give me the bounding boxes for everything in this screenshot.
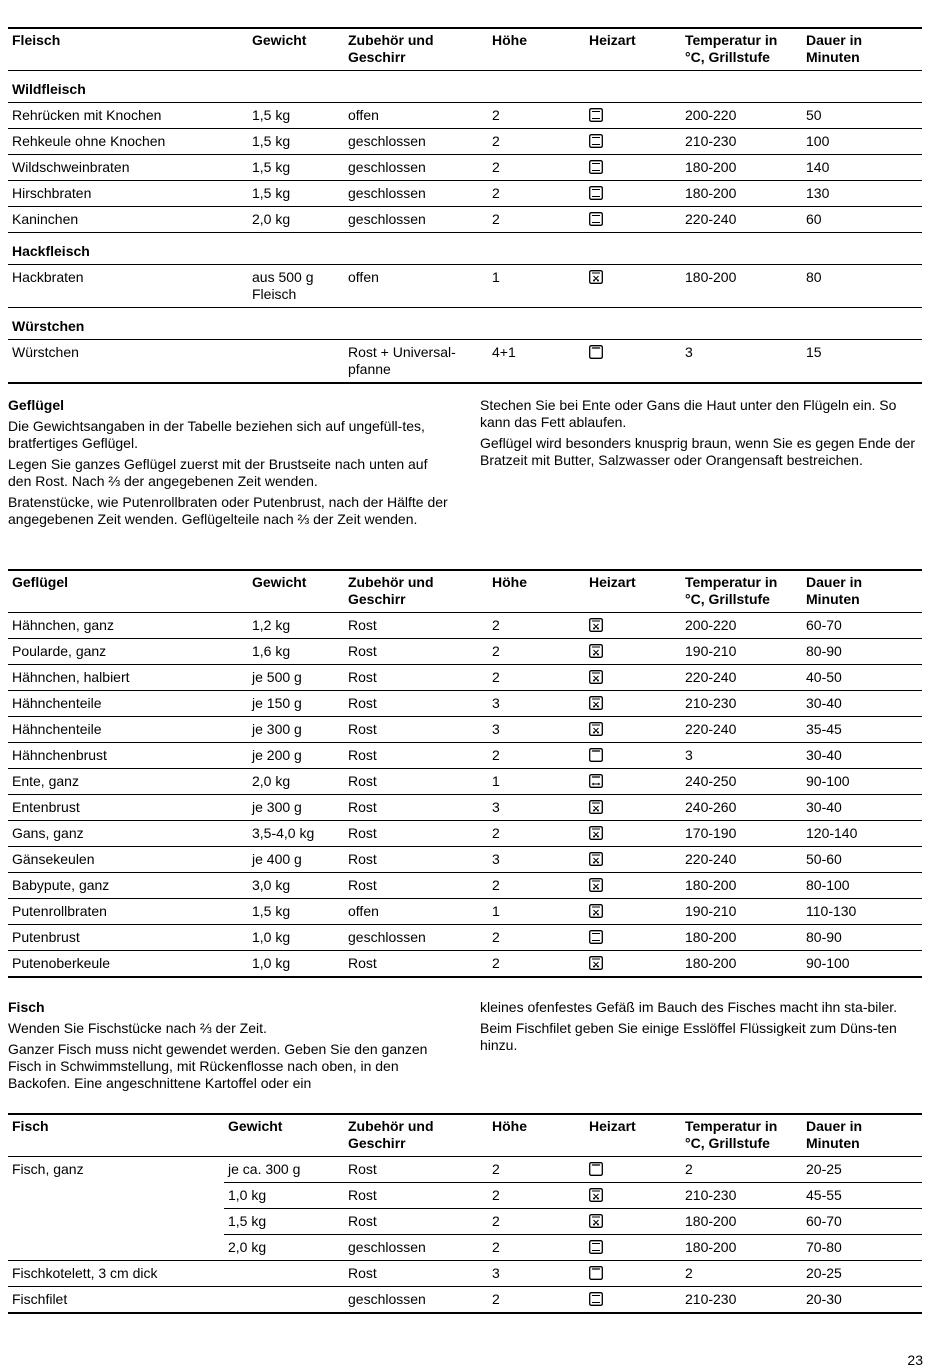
table-row xyxy=(8,155,922,181)
table-cell: Hackbraten xyxy=(8,265,248,308)
table-cell: 2 xyxy=(488,925,585,951)
thermo-icon xyxy=(589,826,603,840)
umluftgrill-icon xyxy=(585,769,681,795)
table-cell: offen xyxy=(344,899,488,925)
thermo-icon xyxy=(589,878,603,892)
table-row xyxy=(8,743,922,769)
ober-unter-icon xyxy=(585,103,681,129)
thermo-icon xyxy=(589,956,603,970)
table-cell: 4+1 xyxy=(488,340,585,384)
ober-unter-icon xyxy=(589,108,603,122)
section-title: Würstchen xyxy=(8,308,922,340)
ober-unter-icon xyxy=(585,1235,681,1261)
thermo-icon xyxy=(585,1209,681,1235)
table-cell: 50 xyxy=(802,103,922,129)
table-cell: Fischfilet xyxy=(8,1287,224,1314)
table-cell: 3 xyxy=(681,743,802,769)
table-cell: 20-25 xyxy=(802,1261,922,1287)
table-cell: 200-220 xyxy=(681,103,802,129)
table-cell: Putenoberkeule xyxy=(8,951,248,978)
table-cell: Rost xyxy=(344,1209,488,1235)
ober-unter-icon xyxy=(585,155,681,181)
ober-unter-icon xyxy=(585,181,681,207)
thermo-icon xyxy=(589,1188,603,1202)
thermo-icon xyxy=(585,691,681,717)
table-cell: 2 xyxy=(681,1157,802,1183)
table-cell: Hirschbraten xyxy=(8,181,248,207)
table-cell: Entenbrust xyxy=(8,795,248,821)
table-cell: 60-70 xyxy=(802,1209,922,1235)
table-cell: 1,5 kg xyxy=(248,129,344,155)
table-cell: 3 xyxy=(488,691,585,717)
table-cell: 210-230 xyxy=(681,1183,802,1209)
thermo-icon xyxy=(585,665,681,691)
thermo-icon xyxy=(585,1183,681,1209)
table-cell: Ente, ganz xyxy=(8,769,248,795)
table-cell: 110-130 xyxy=(802,899,922,925)
ober-unter-icon xyxy=(585,1287,681,1314)
table-cell: 35-45 xyxy=(802,717,922,743)
section-heading: Geflügel xyxy=(8,397,65,413)
grill-icon xyxy=(589,1162,603,1176)
table-row xyxy=(8,665,922,691)
table-cell: 1,5 kg xyxy=(248,181,344,207)
fisch-text-right xyxy=(480,999,925,1058)
table-cell: 180-200 xyxy=(681,265,802,308)
table-cell: 15 xyxy=(802,340,922,384)
table-cell: 190-210 xyxy=(681,639,802,665)
grill-icon xyxy=(589,748,603,762)
table-cell: 2 xyxy=(488,613,585,639)
col-header: Heizart xyxy=(585,570,681,613)
table-cell: Rost xyxy=(344,847,488,873)
col-header: Höhe xyxy=(488,570,585,613)
table-cell: Putenrollbraten xyxy=(8,899,248,925)
table-cell: 40-50 xyxy=(802,665,922,691)
table-cell: 180-200 xyxy=(681,873,802,899)
thermo-icon xyxy=(589,270,603,284)
table-cell: geschlossen xyxy=(344,129,488,155)
table-cell: 1 xyxy=(488,899,585,925)
table-cell: 80-100 xyxy=(802,873,922,899)
table-cell: 90-100 xyxy=(802,769,922,795)
col-header: Gewicht xyxy=(248,28,344,71)
table-cell: je ca. 300 g xyxy=(224,1157,344,1183)
grill-icon xyxy=(585,1157,681,1183)
table-cell: 180-200 xyxy=(681,181,802,207)
table-cell: Rost xyxy=(344,795,488,821)
table-cell: Putenbrust xyxy=(8,925,248,951)
thermo-icon xyxy=(585,951,681,978)
thermo-icon xyxy=(585,847,681,873)
table-cell: 190-210 xyxy=(681,899,802,925)
table-cell: 220-240 xyxy=(681,847,802,873)
table-cell: Rost xyxy=(344,951,488,978)
ober-unter-icon xyxy=(589,212,603,226)
table-cell: 2 xyxy=(488,207,585,233)
col-header: Temperatur in °C, Grillstufe xyxy=(681,570,802,613)
gefluegel-text-left xyxy=(8,397,453,532)
table-cell: 2,0 kg xyxy=(224,1235,344,1261)
table-cell: 3 xyxy=(488,717,585,743)
table-cell: je 150 g xyxy=(248,691,344,717)
thermo-icon xyxy=(585,613,681,639)
table-header-row xyxy=(8,28,922,71)
table-cell: 1 xyxy=(488,769,585,795)
fisch-table xyxy=(8,1113,922,1314)
table-row xyxy=(8,1235,922,1261)
table-row xyxy=(8,769,922,795)
section-title: Wildfleisch xyxy=(8,71,922,103)
table-cell: 1,5 kg xyxy=(248,899,344,925)
table-cell: 50-60 xyxy=(802,847,922,873)
table-cell: 220-240 xyxy=(681,207,802,233)
table-cell: 100 xyxy=(802,129,922,155)
thermo-icon xyxy=(585,873,681,899)
ober-unter-icon xyxy=(589,1292,603,1306)
thermo-icon xyxy=(589,670,603,684)
col-header: Dauer in Minuten xyxy=(802,28,922,71)
thermo-icon xyxy=(585,717,681,743)
table-cell xyxy=(248,340,344,384)
table-cell: 2 xyxy=(488,1209,585,1235)
grill-icon xyxy=(589,345,603,359)
grill-icon xyxy=(589,1266,603,1280)
table-cell: geschlossen xyxy=(344,155,488,181)
table-cell: 30-40 xyxy=(802,743,922,769)
col-header: Temperatur in °C, Grillstufe xyxy=(681,1114,802,1157)
table-cell: Rost xyxy=(344,639,488,665)
table-cell: 180-200 xyxy=(681,1209,802,1235)
table-header-row xyxy=(8,1114,922,1157)
table-cell: 1,2 kg xyxy=(248,613,344,639)
paragraph: Ganzer Fisch muss nicht gewendet werden. Geben Sie den ganzen Fisch in Schwimmstellung, mit Rückenflosse nach oben, in den Backofen. Eine angeschnittene Kartoffel oder ein xyxy=(8,1041,428,1091)
table-cell: geschlossen xyxy=(344,181,488,207)
table-cell: Fisch, ganz xyxy=(12,1161,84,1177)
table-row xyxy=(8,613,922,639)
table-cell: 3 xyxy=(681,340,802,384)
thermo-icon xyxy=(589,696,603,710)
table-cell: 3,0 kg xyxy=(248,873,344,899)
table-cell: 2 xyxy=(488,103,585,129)
section-row xyxy=(8,233,922,265)
table-cell: 220-240 xyxy=(681,717,802,743)
table-cell: 180-200 xyxy=(681,1235,802,1261)
table-cell xyxy=(8,1235,224,1261)
table-cell: 1,0 kg xyxy=(224,1183,344,1209)
col-header: Temperatur in °C, Grillstufe xyxy=(681,28,802,71)
table-cell: 1,6 kg xyxy=(248,639,344,665)
table-cell: je 400 g xyxy=(248,847,344,873)
table-cell: geschlossen xyxy=(344,925,488,951)
gefluegel-text-right xyxy=(480,397,925,473)
gefluegel-table xyxy=(8,569,922,978)
table-cell: 2 xyxy=(488,155,585,181)
table-cell: 130 xyxy=(802,181,922,207)
col-header: Dauer in Minuten xyxy=(802,1114,922,1157)
ober-unter-icon xyxy=(589,186,603,200)
section-row xyxy=(8,71,922,103)
table-cell: 1 xyxy=(488,265,585,308)
table-cell: 2 xyxy=(488,665,585,691)
table-row xyxy=(8,265,922,308)
col-header: Fleisch xyxy=(8,28,248,71)
table-row xyxy=(8,925,922,951)
table-row xyxy=(8,691,922,717)
table-cell: 3 xyxy=(488,795,585,821)
table-cell: 200-220 xyxy=(681,613,802,639)
table-row xyxy=(8,1287,922,1314)
table-cell: 2 xyxy=(488,1287,585,1314)
table-cell: 120-140 xyxy=(802,821,922,847)
thermo-icon xyxy=(585,821,681,847)
table-cell: 20-30 xyxy=(802,1287,922,1314)
col-header: Höhe xyxy=(488,28,585,71)
col-header: Gewicht xyxy=(224,1114,344,1157)
table-cell: 1,0 kg xyxy=(248,925,344,951)
table-cell: Rost xyxy=(344,613,488,639)
table-cell: Gans, ganz xyxy=(8,821,248,847)
section-title: Hackfleisch xyxy=(8,233,922,265)
table-cell: 30-40 xyxy=(802,795,922,821)
section-row xyxy=(8,308,922,340)
table-cell: Hähnchenteile xyxy=(8,717,248,743)
table-cell: 240-250 xyxy=(681,769,802,795)
table-cell: 2 xyxy=(488,1183,585,1209)
table-row xyxy=(8,821,922,847)
table-row xyxy=(8,1209,922,1235)
thermo-icon xyxy=(585,265,681,308)
table-cell: 180-200 xyxy=(681,155,802,181)
col-header: Zubehör und Geschirr xyxy=(344,570,488,613)
table-cell: 60 xyxy=(802,207,922,233)
section-heading: Fisch xyxy=(8,999,45,1015)
col-header: Gewicht xyxy=(248,570,344,613)
thermo-icon xyxy=(589,644,603,658)
table-row xyxy=(8,951,922,978)
table-cell: 80-90 xyxy=(802,925,922,951)
ober-unter-icon xyxy=(585,129,681,155)
table-row xyxy=(8,1261,922,1287)
table-cell: 2 xyxy=(488,1157,585,1183)
table-cell: Rost + Universal-pfanne xyxy=(344,340,488,384)
table-row xyxy=(8,717,922,743)
table-cell: offen xyxy=(344,103,488,129)
table-row xyxy=(8,795,922,821)
table-cell: Gänsekeulen xyxy=(8,847,248,873)
table-row xyxy=(8,873,922,899)
table-cell: Wildschweinbraten xyxy=(8,155,248,181)
table-cell: 80-90 xyxy=(802,639,922,665)
paragraph: Beim Fischfilet geben Sie einige Esslöffel Flüssigkeit zum Düns-ten hinzu. xyxy=(480,1020,897,1053)
table-cell: 240-260 xyxy=(681,795,802,821)
grill-icon xyxy=(585,340,681,384)
table-cell: 2,0 kg xyxy=(248,207,344,233)
table-cell: 210-230 xyxy=(681,129,802,155)
ober-unter-icon xyxy=(589,1240,603,1254)
thermo-icon xyxy=(585,639,681,665)
thermo-icon xyxy=(589,904,603,918)
table-cell: 1,0 kg xyxy=(248,951,344,978)
col-header: Zubehör und Geschirr xyxy=(344,28,488,71)
table-cell: Rost xyxy=(344,769,488,795)
paragraph: Bratenstücke, wie Putenrollbraten oder Putenbrust, nach der Hälfte der angegebenen Zeit wenden. Geflügelteile nach ⅔ der Zeit wenden. xyxy=(8,494,448,527)
table-cell: Würstchen xyxy=(8,340,248,384)
table-row xyxy=(8,181,922,207)
table-cell: Hähnchenbrust xyxy=(8,743,248,769)
table-cell: Hähnchen, ganz xyxy=(8,613,248,639)
table-cell: 2 xyxy=(488,1235,585,1261)
table-cell: 2 xyxy=(681,1261,802,1287)
table-cell: 2 xyxy=(488,181,585,207)
ober-unter-icon xyxy=(589,134,603,148)
table-cell: Babypute, ganz xyxy=(8,873,248,899)
table-cell: offen xyxy=(344,265,488,308)
table-cell: 220-240 xyxy=(681,665,802,691)
table-cell xyxy=(8,1209,224,1235)
table-cell: 2,0 kg xyxy=(248,769,344,795)
paragraph: Die Gewichtsangaben in der Tabelle beziehen sich auf ungefüll-tes, bratfertiges Geflügel. xyxy=(8,418,425,451)
table-cell: 2 xyxy=(488,951,585,978)
col-header: Höhe xyxy=(488,1114,585,1157)
grill-icon xyxy=(585,1261,681,1287)
table-cell: 3 xyxy=(488,1261,585,1287)
table-cell: Rehkeule ohne Knochen xyxy=(8,129,248,155)
table-row xyxy=(8,103,922,129)
table-cell: 2 xyxy=(488,821,585,847)
thermo-icon xyxy=(585,899,681,925)
table-row xyxy=(8,899,922,925)
table-cell: 210-230 xyxy=(681,1287,802,1314)
table-cell: Rost xyxy=(344,691,488,717)
table-cell: aus 500 g Fleisch xyxy=(248,265,344,308)
col-header: Geflügel xyxy=(8,570,248,613)
table-cell: 2 xyxy=(488,743,585,769)
table-cell: 2 xyxy=(488,873,585,899)
table-cell: je 300 g xyxy=(248,717,344,743)
col-header: Zubehör und Geschirr xyxy=(344,1114,488,1157)
table-row xyxy=(8,1157,922,1183)
ober-unter-icon xyxy=(589,930,603,944)
table-cell: Kaninchen xyxy=(8,207,248,233)
table-cell: Rost xyxy=(344,1261,488,1287)
table-cell xyxy=(8,1183,224,1209)
paragraph: Legen Sie ganzes Geflügel zuerst mit der Brustseite nach unten auf den Rost. Nach ⅔ der angegebenen Zeit wenden. xyxy=(8,456,428,489)
thermo-icon xyxy=(589,618,603,632)
table-row xyxy=(8,1183,922,1209)
fisch-text-left xyxy=(8,999,453,1096)
table-cell: Rost xyxy=(344,743,488,769)
table-cell: Hähnchen, halbiert xyxy=(8,665,248,691)
table-cell: 3 xyxy=(488,847,585,873)
table-cell: je 300 g xyxy=(248,795,344,821)
paragraph: Wenden Sie Fischstücke nach ⅔ der Zeit. xyxy=(8,1020,267,1036)
table-row xyxy=(8,639,922,665)
table-cell: Rost xyxy=(344,665,488,691)
table-cell: 90-100 xyxy=(802,951,922,978)
page-number: 23 xyxy=(907,1352,923,1368)
table-cell: geschlossen xyxy=(344,207,488,233)
table-cell: 140 xyxy=(802,155,922,181)
table-cell: geschlossen xyxy=(344,1235,488,1261)
table-cell: Rost xyxy=(344,1183,488,1209)
table-cell: 30-40 xyxy=(802,691,922,717)
table-cell: 210-230 xyxy=(681,691,802,717)
table-cell: Fischkotelett, 3 cm dick xyxy=(8,1261,224,1287)
table-cell: Rost xyxy=(344,873,488,899)
table-cell: 1,5 kg xyxy=(224,1209,344,1235)
table-cell: 170-190 xyxy=(681,821,802,847)
table-cell: geschlossen xyxy=(344,1287,488,1314)
table-row xyxy=(8,340,922,384)
table-cell: 80 xyxy=(802,265,922,308)
ober-unter-icon xyxy=(585,925,681,951)
table-cell: Hähnchenteile xyxy=(8,691,248,717)
table-cell: 180-200 xyxy=(681,951,802,978)
table-cell: Rehrücken mit Knochen xyxy=(8,103,248,129)
thermo-icon xyxy=(585,795,681,821)
table-cell: 45-55 xyxy=(802,1183,922,1209)
table-cell xyxy=(224,1287,344,1314)
table-cell: 20-25 xyxy=(802,1157,922,1183)
col-header: Heizart xyxy=(585,28,681,71)
thermo-icon xyxy=(589,852,603,866)
table-cell: 2 xyxy=(488,129,585,155)
table-cell: 70-80 xyxy=(802,1235,922,1261)
col-header: Heizart xyxy=(585,1114,681,1157)
ober-unter-icon xyxy=(589,160,603,174)
paragraph: Geflügel wird besonders knusprig braun, wenn Sie es gegen Ende der Bratzeit mit Butter, Salzwasser oder Orangensaft bestreichen. xyxy=(480,435,916,468)
table-row xyxy=(8,207,922,233)
fleisch-table xyxy=(8,27,922,384)
ober-unter-icon xyxy=(585,207,681,233)
col-header: Fisch xyxy=(8,1114,224,1157)
table-row xyxy=(8,129,922,155)
table-cell: Rost xyxy=(344,1157,488,1183)
table-cell: Poularde, ganz xyxy=(8,639,248,665)
thermo-icon xyxy=(589,800,603,814)
col-header: Dauer in Minuten xyxy=(802,570,922,613)
table-cell: 1,5 kg xyxy=(248,155,344,181)
table-cell: 3,5-4,0 kg xyxy=(248,821,344,847)
umluftgrill-icon xyxy=(589,774,603,788)
paragraph: Stechen Sie bei Ente oder Gans die Haut unter den Flügeln ein. So kann das Fett ablaufen. xyxy=(480,397,897,430)
table-cell: je 500 g xyxy=(248,665,344,691)
table-cell: 60-70 xyxy=(802,613,922,639)
grill-icon xyxy=(585,743,681,769)
table-row xyxy=(8,847,922,873)
table-cell xyxy=(224,1261,344,1287)
table-cell: Rost xyxy=(344,717,488,743)
table-cell: 180-200 xyxy=(681,925,802,951)
table-header-row xyxy=(8,570,922,613)
paragraph: kleines ofenfestes Gefäß im Bauch des Fisches macht ihn sta-biler. xyxy=(480,999,898,1015)
thermo-icon xyxy=(589,1214,603,1228)
table-cell: je 200 g xyxy=(248,743,344,769)
table-cell: 2 xyxy=(488,639,585,665)
thermo-icon xyxy=(589,722,603,736)
table-cell: 1,5 kg xyxy=(248,103,344,129)
table-cell: Rost xyxy=(344,821,488,847)
